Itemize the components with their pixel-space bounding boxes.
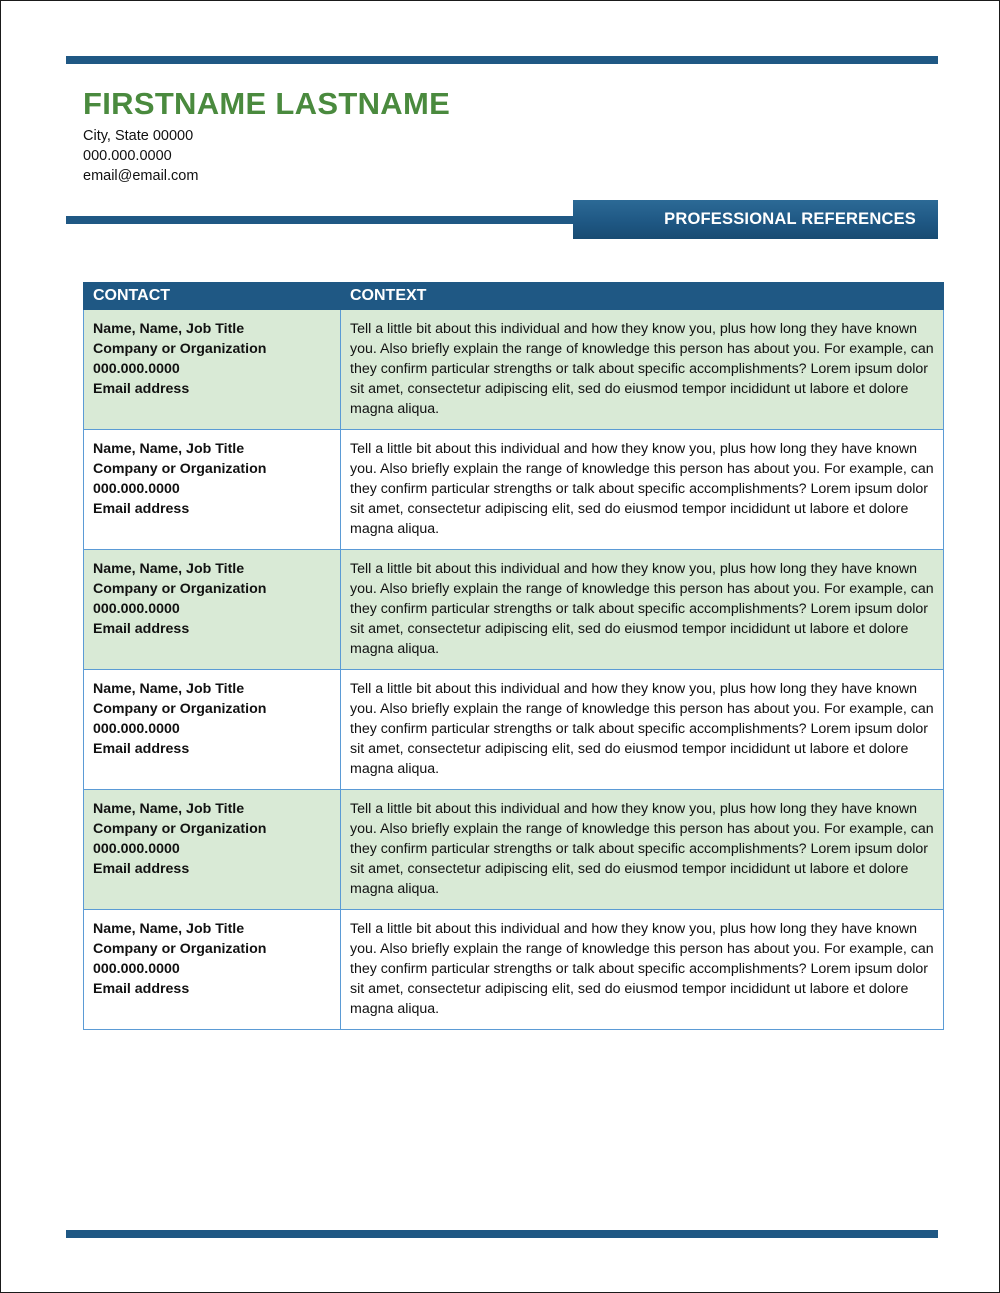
reference-name-title: Name, Name, Job Title: [93, 321, 245, 337]
column-header-contact: CONTACT: [84, 283, 341, 310]
reference-organization: Company or Organization: [93, 941, 267, 957]
reference-phone: 000.000.0000: [93, 721, 180, 737]
contact-cell: [84, 430, 341, 550]
reference-organization: Company or Organization: [93, 341, 267, 357]
contact-cell: [84, 310, 341, 430]
context-cell: Tell a little bit about this individual and how they know you, plus how long they have known you. Also briefly explain the range of knowledge this person has about you. For example, can they confirm particular strengths or talk about specific accomplishments? Lorem ipsum dolor sit amet, consectetur adipiscing elit, sed do eiusmod tempor incididunt ut labore et dolore magna aliqua.: [341, 550, 944, 670]
bottom-rule: [66, 1230, 938, 1238]
context-cell: Tell a little bit about this individual and how they know you, plus how long they have known you. Also briefly explain the range of knowledge this person has about you. For example, can they confirm particular strengths or talk about specific accomplishments? Lorem ipsum dolor sit amet, consectetur adipiscing elit, sed do eiusmod tempor incididunt ut labore et dolore magna aliqua.: [341, 430, 944, 550]
header-phone: 000.000.0000: [83, 148, 172, 164]
reference-name-title: Name, Name, Job Title: [93, 681, 245, 697]
reference-email: Email address: [93, 981, 190, 997]
reference-phone: 000.000.0000: [93, 841, 180, 857]
contact-cell: [84, 550, 341, 670]
reference-email: Email address: [93, 621, 190, 637]
reference-email: Email address: [93, 501, 190, 517]
reference-organization: Company or Organization: [93, 461, 267, 477]
table-row: [84, 910, 944, 1030]
reference-organization: Company or Organization: [93, 821, 267, 837]
context-cell: Tell a little bit about this individual and how they know you, plus how long they have known you. Also briefly explain the range of knowledge this person has about you. For example, can they confirm particular strengths or talk about specific accomplishments? Lorem ipsum dolor sit amet, consectetur adipiscing elit, sed do eiusmod tempor incididunt ut labore et dolore magna aliqua.: [341, 910, 944, 1030]
section-rule: [66, 216, 578, 224]
contact-cell: [84, 790, 341, 910]
reference-email: Email address: [93, 741, 190, 757]
reference-organization: Company or Organization: [93, 581, 267, 597]
context-cell: Tell a little bit about this individual and how they know you, plus how long they have known you. Also briefly explain the range of knowledge this person has about you. For example, can they confirm particular strengths or talk about specific accomplishments? Lorem ipsum dolor sit amet, consectetur adipiscing elit, sed do eiusmod tempor incididunt ut labore et dolore magna aliqua.: [341, 310, 944, 430]
reference-organization: Company or Organization: [93, 701, 267, 717]
table-row: [84, 790, 944, 910]
table-row: [84, 310, 944, 430]
top-rule: [66, 56, 938, 64]
reference-email: Email address: [93, 861, 190, 877]
table-row: [84, 430, 944, 550]
reference-name-title: Name, Name, Job Title: [93, 561, 245, 577]
references-table: [83, 282, 944, 1030]
context-cell: Tell a little bit about this individual and how they know you, plus how long they have known you. Also briefly explain the range of knowledge this person has about you. For example, can they confirm particular strengths or talk about specific accomplishments? Lorem ipsum dolor sit amet, consectetur adipiscing elit, sed do eiusmod tempor incididunt ut labore et dolore magna aliqua.: [341, 670, 944, 790]
reference-name-title: Name, Name, Job Title: [93, 921, 245, 937]
contact-cell: [84, 670, 341, 790]
table-row: [84, 550, 944, 670]
table-row: [84, 670, 944, 790]
table-header-row: [84, 283, 944, 310]
header-city-state: City, State 00000: [83, 128, 194, 144]
context-cell: Tell a little bit about this individual and how they know you, plus how long they have known you. Also briefly explain the range of knowledge this person has about you. For example, can they confirm particular strengths or talk about specific accomplishments? Lorem ipsum dolor sit amet, consectetur adipiscing elit, sed do eiusmod tempor incididunt ut labore et dolore magna aliqua.: [341, 790, 944, 910]
section-title: PROFESSIONAL REFERENCES: [664, 210, 916, 228]
reference-phone: 000.000.0000: [93, 481, 180, 497]
reference-name-title: Name, Name, Job Title: [93, 441, 245, 457]
reference-phone: 000.000.0000: [93, 961, 180, 977]
section-title-tab: [573, 200, 938, 239]
reference-name-title: Name, Name, Job Title: [93, 801, 245, 817]
contact-cell: [84, 910, 341, 1030]
reference-phone: 000.000.0000: [93, 601, 180, 617]
reference-email: Email address: [93, 381, 190, 397]
column-header-context: CONTEXT: [341, 283, 944, 310]
header-email: email@email.com: [83, 168, 199, 184]
reference-phone: 000.000.0000: [93, 361, 180, 377]
candidate-name: FIRSTNAME LASTNAME: [83, 86, 451, 121]
